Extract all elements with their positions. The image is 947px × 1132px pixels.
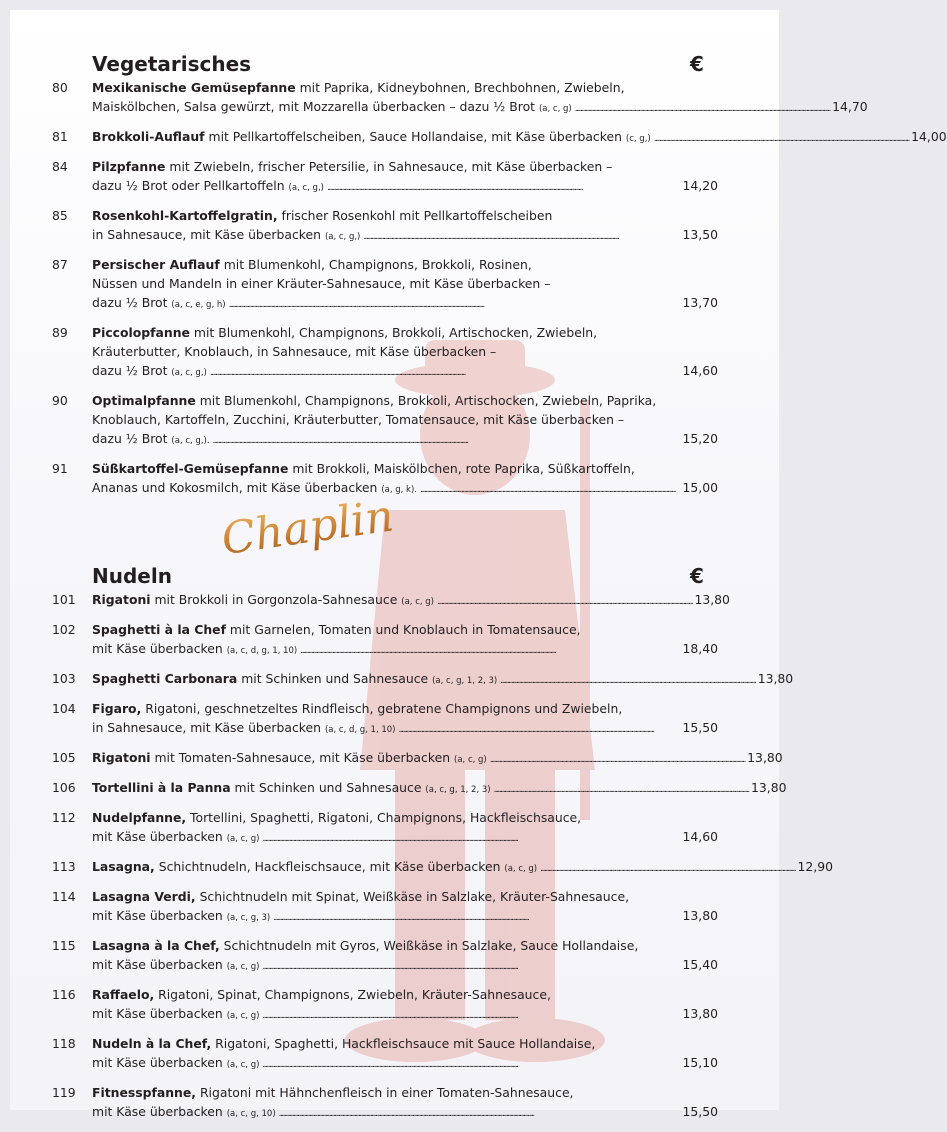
item-price: 15,10 [682, 1055, 718, 1070]
item-text-line: Knoblauch, Kartoffeln, Zucchini, Kräuterbutter, Tomatensauce, mit Käse überbacken – [92, 412, 625, 427]
item-description [92, 699, 718, 740]
menu-item-101 [10, 590, 779, 612]
dot-leader [273, 906, 679, 928]
dot-leader [262, 827, 679, 849]
item-text-line: mit Brokkoli, Maiskölbchen, rote Paprika, Süßkartoffeln, [292, 461, 635, 476]
item-text-line: mit Käse überbacken [92, 1006, 223, 1021]
item-description [92, 391, 718, 451]
item-name: Raffaelo, [92, 987, 155, 1002]
item-description [92, 1083, 718, 1124]
item-price: 14,70 [832, 99, 868, 114]
item-number: 87 [52, 257, 68, 272]
allergen-codes: (a, c, d, g, 1, 10) [226, 646, 298, 656]
menu-item-106 [10, 778, 787, 800]
dot-leader [490, 748, 744, 770]
menu-item-115 [10, 936, 779, 977]
menu-item-114 [10, 887, 779, 928]
item-number: 105 [52, 750, 76, 765]
dot-leader [575, 97, 829, 119]
item-name: Nudelpfanne, [92, 810, 187, 825]
item-price: 12,90 [797, 859, 834, 874]
item-text-line: Rigatoni, Spinat, Champignons, Zwiebeln, Kräuter-Sahnesauce, [158, 987, 551, 1002]
item-text-line: Ananas und Kokosmilch, mit Käse überbacken [92, 480, 378, 495]
dot-leader [420, 478, 680, 500]
allergen-codes: (a, g, k). [381, 485, 417, 495]
allergen-codes: (c, g,) [625, 134, 651, 144]
menu-item-118 [10, 1034, 779, 1075]
item-number: 89 [52, 325, 68, 340]
menu-item-84 [10, 157, 779, 198]
menu-item-81 [10, 127, 947, 149]
item-description [92, 748, 783, 770]
item-number: 104 [52, 701, 76, 716]
item-text-line: mit Pellkartoffelscheiben, Sauce Hollandaise, mit Käse überbacken [208, 129, 622, 144]
dot-leader [229, 293, 680, 315]
item-text-line: in Sahnesauce, mit Käse überbacken [92, 720, 321, 735]
allergen-codes: (a, c, g,). [171, 436, 210, 446]
item-text-line: mit Brokkoli in Gorgonzola-Sahnesauce [154, 592, 398, 607]
dot-leader [399, 718, 680, 740]
svg-text:Chaplin: Chaplin [218, 490, 397, 566]
chaplin-logo [215, 488, 397, 566]
item-text-line: mit Käse überbacken [92, 908, 223, 923]
item-text-line: Kräuterbutter, Knoblauch, in Sahnesauce, mit Käse überbacken – [92, 344, 497, 359]
item-name: Figaro, [92, 701, 142, 716]
item-number: 102 [52, 622, 76, 637]
allergen-codes: (a, c, g) [538, 104, 572, 114]
currency-symbol: € [690, 564, 704, 588]
dot-leader [213, 429, 680, 451]
item-price: 13,80 [694, 592, 730, 607]
section-title: Nudeln [92, 564, 172, 588]
item-number: 90 [52, 393, 68, 408]
dot-leader [262, 955, 679, 977]
item-price: 13,80 [757, 671, 794, 686]
item-description [92, 590, 730, 612]
item-name: Lasagna à la Chef, [92, 938, 220, 953]
item-text-line: Maiskölbchen, Salsa gewürzt, mit Mozzarella überbacken – dazu ½ Brot [92, 99, 536, 114]
menu-item-105 [10, 748, 783, 770]
item-description [92, 206, 718, 247]
item-description [92, 255, 718, 315]
item-name: Fitnesspfanne, [92, 1085, 196, 1100]
item-description [92, 1034, 718, 1075]
item-text-line: dazu ½ Brot [92, 431, 168, 446]
item-description [92, 459, 718, 500]
item-text-line: Schichtnudeln mit Spinat, Weißkäse in Salzlake, Kräuter-Sahnesauce, [199, 889, 630, 904]
dot-leader [262, 1053, 679, 1075]
item-name: Rigatoni [92, 750, 151, 765]
menu-item-102 [10, 620, 779, 661]
item-text-line: mit Paprika, Kidneybohnen, Brechbohnen, Zwiebeln, [299, 80, 625, 95]
section-vegetarisches [10, 52, 947, 508]
allergen-codes: (a, c, g, 3) [226, 913, 271, 923]
item-number: 91 [52, 461, 68, 476]
item-number: 81 [52, 129, 68, 144]
item-number: 119 [52, 1085, 76, 1100]
item-number: 118 [52, 1036, 76, 1051]
dot-leader [210, 361, 680, 383]
item-price: 14,60 [682, 829, 718, 844]
item-text-line: in Sahnesauce, mit Käse überbacken [92, 227, 321, 242]
item-description [92, 127, 947, 149]
item-price: 15,00 [682, 480, 718, 495]
item-name: Pilzpfanne [92, 159, 166, 174]
item-text-line: frischer Rosenkohl mit Pellkartoffelscheiben [281, 208, 553, 223]
item-price: 13,80 [682, 908, 718, 923]
item-name: Persischer Auflauf [92, 257, 220, 272]
item-text-line: mit Käse überbacken [92, 1104, 223, 1119]
allergen-codes: (a, c, g) [226, 834, 260, 844]
allergen-codes: (a, c, g,) [288, 183, 324, 193]
item-description [92, 778, 787, 800]
item-number: 112 [52, 810, 76, 825]
menu-item-91 [10, 459, 779, 500]
menu-item-116 [10, 985, 779, 1026]
item-number: 103 [52, 671, 76, 686]
item-text-line: mit Blumenkohl, Champignons, Brokkoli, Rosinen, [223, 257, 532, 272]
item-text-line: mit Schinken und Sahnesauce [234, 780, 422, 795]
item-name: Lasagna, [92, 859, 155, 874]
item-text-line: Rigatoni, geschnetzeltes Rindfleisch, gebratene Champignons und Zwiebeln, [145, 701, 623, 716]
menu-item-119 [10, 1083, 779, 1124]
section-title: Vegetarisches [92, 52, 252, 76]
allergen-codes: (a, c, g) [504, 864, 538, 874]
item-price: 15,20 [682, 431, 718, 446]
item-number: 84 [52, 159, 68, 174]
item-text-line: mit Käse überbacken [92, 641, 223, 656]
dot-leader [279, 1102, 680, 1124]
item-price: 15,50 [682, 1104, 718, 1119]
dot-leader [540, 857, 794, 879]
item-name: Spaghetti à la Chef [92, 622, 226, 637]
item-name: Rosenkohl-Kartoffelgratin, [92, 208, 278, 223]
item-text-line: mit Tomaten-Sahnesauce, mit Käse überbacken [154, 750, 451, 765]
item-description [92, 857, 834, 879]
item-price: 15,40 [682, 957, 718, 972]
item-number: 115 [52, 938, 76, 953]
item-name: Rigatoni [92, 592, 151, 607]
allergen-codes: (a, c, g,) [171, 368, 207, 378]
menu-item-89 [10, 323, 779, 383]
item-price: 13,80 [682, 1006, 718, 1021]
item-name: Lasagna Verdi, [92, 889, 196, 904]
menu-item-85 [10, 206, 779, 247]
item-name: Brokkoli-Auflauf [92, 129, 205, 144]
menu-page [10, 10, 947, 1119]
allergen-codes: (a, c, g, 1, 2, 3) [425, 785, 491, 795]
item-price: 13,80 [747, 750, 783, 765]
item-number: 116 [52, 987, 76, 1002]
allergen-codes: (a, c, g) [226, 1060, 260, 1070]
item-text-line: Rigatoni mit Hähnchenfleisch in einer Tomaten-Sahnesauce, [199, 1085, 574, 1100]
item-name: Mexikanische Gemüsepfanne [92, 80, 296, 95]
allergen-codes: (a, c, g) [226, 962, 260, 972]
item-description [92, 887, 718, 928]
item-price: 13,70 [682, 295, 718, 310]
item-text-line: dazu ½ Brot [92, 295, 168, 310]
allergen-codes: (a, c, g) [226, 1011, 260, 1021]
item-price: 14,20 [682, 178, 718, 193]
item-description [92, 808, 718, 849]
item-text-line: mit Garnelen, Tomaten und Knoblauch in Tomatensauce, [229, 622, 581, 637]
item-text-line: Schichtnudeln, Hackfleischsauce, mit Käse überbacken [158, 859, 501, 874]
item-number: 106 [52, 780, 76, 795]
item-price: 13,50 [682, 227, 718, 242]
item-number: 80 [52, 80, 68, 95]
item-price: 18,40 [682, 641, 718, 656]
item-name: Piccolopfanne [92, 325, 190, 340]
dot-leader [262, 1004, 679, 1026]
item-price: 14,00 [911, 129, 947, 144]
item-text-line: Rigatoni, Spaghetti, Hackfleischsauce mit Sauce Hollandaise, [215, 1036, 596, 1051]
item-text-line: mit Zwiebeln, frischer Petersilie, in Sahnesauce, mit Käse überbacken – [169, 159, 613, 174]
item-description [92, 78, 868, 119]
item-price: 13,80 [751, 780, 787, 795]
item-text-line: mit Schinken und Sahnesauce [241, 671, 429, 686]
menu-item-113 [10, 857, 834, 879]
menu-item-104 [10, 699, 779, 740]
item-text-line: Nüssen und Mandeln in einer Kräuter-Sahnesauce, mit Käse überbacken – [92, 276, 551, 291]
item-number: 101 [52, 592, 76, 607]
item-text-line: mit Käse überbacken [92, 829, 223, 844]
item-description [92, 936, 718, 977]
allergen-codes: (a, c, g, 1, 2, 3) [432, 676, 498, 686]
item-name: Tortellini à la Panna [92, 780, 231, 795]
dot-leader [300, 639, 679, 661]
section-nudeln [10, 564, 834, 1132]
allergen-codes: (a, c, g) [454, 755, 487, 765]
menu-item-87 [10, 255, 779, 315]
dot-leader [363, 225, 679, 247]
item-text-line: mit Blumenkohl, Champignons, Brokkoli, Artischocken, Zwiebeln, [193, 325, 598, 340]
item-name: Optimalpfanne [92, 393, 196, 408]
currency-symbol: € [690, 52, 704, 76]
item-name: Nudeln à la Chef, [92, 1036, 212, 1051]
allergen-codes: (a, c, g) [401, 597, 434, 607]
menu-item-90 [10, 391, 779, 451]
item-text-line: dazu ½ Brot [92, 363, 168, 378]
allergen-codes: (a, c, g, 10) [226, 1109, 276, 1119]
dot-leader [500, 669, 754, 691]
item-text-line: Tortellini, Spaghetti, Rigatoni, Champignons, Hackfleischsauce, [190, 810, 582, 825]
item-description [92, 620, 718, 661]
item-number: 114 [52, 889, 76, 904]
dot-leader [327, 176, 680, 198]
menu-item-103 [10, 669, 794, 691]
dot-leader [437, 590, 691, 612]
item-number: 113 [52, 859, 76, 874]
section-header [10, 564, 779, 590]
item-text-line: mit Käse überbacken [92, 957, 223, 972]
item-description [92, 157, 718, 198]
item-number: 85 [52, 208, 68, 223]
item-text-line: Schichtnudeln mit Gyros, Weißkäse in Salzlake, Sauce Hollandaise, [223, 938, 639, 953]
item-description [92, 985, 718, 1026]
allergen-codes: (a, c, g,) [324, 232, 361, 242]
allergen-codes: (a, c, d, g, 1, 10) [324, 725, 396, 735]
item-text-line: mit Blumenkohl, Champignons, Brokkoli, Artischocken, Zwiebeln, Paprika, [199, 393, 657, 408]
menu-item-80 [10, 78, 868, 119]
item-price: 14,60 [682, 363, 718, 378]
menu-item-112 [10, 808, 779, 849]
dot-leader [494, 778, 748, 800]
section-header [10, 52, 779, 78]
dot-leader [654, 127, 908, 149]
item-text-line: dazu ½ Brot oder Pellkartoffeln [92, 178, 285, 193]
allergen-codes: (a, c, e, g, h) [171, 300, 226, 310]
item-description [92, 323, 718, 383]
item-price: 15,50 [682, 720, 718, 735]
item-name: Spaghetti Carbonara [92, 671, 238, 686]
item-text-line: mit Käse überbacken [92, 1055, 223, 1070]
item-description [92, 669, 794, 691]
item-name: Süßkartoffel-Gemüsepfanne [92, 461, 289, 476]
